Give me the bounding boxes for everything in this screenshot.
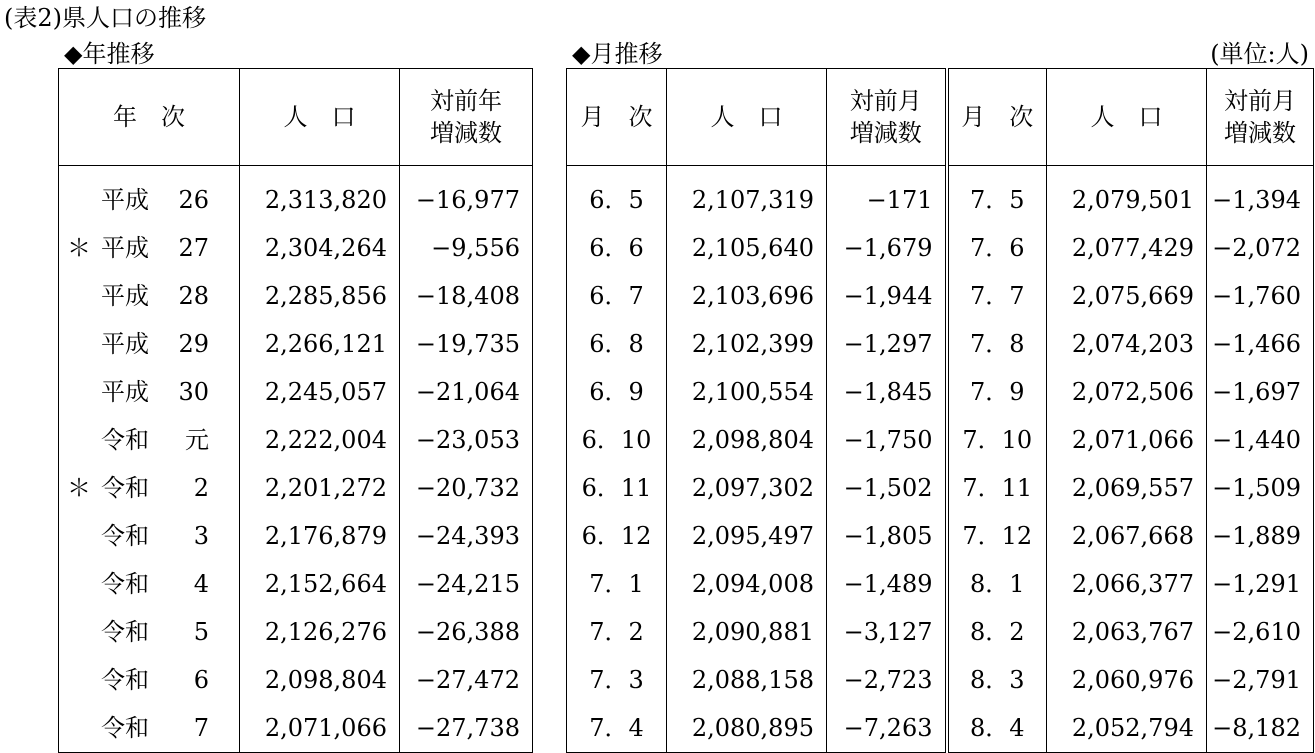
change-cell: −1,845 — [827, 368, 947, 416]
population-cell: 2,313,820 — [240, 166, 400, 225]
change-cell: −24,215 — [400, 560, 533, 608]
col-header-population: 人 口 — [240, 69, 400, 166]
table-row — [59, 656, 533, 704]
monthly-section-heading: ◆月推移 — [572, 40, 663, 68]
month-cell: 6．7 — [567, 272, 667, 320]
change-cell-2: −2,791 — [1207, 656, 1314, 704]
change-cell-2: −2,610 — [1207, 608, 1314, 656]
era-label: 平成 — [101, 282, 149, 310]
col-header-change-2: 対前月 増減数 — [1207, 69, 1314, 166]
year-cell — [59, 368, 240, 416]
change-cell-2: −1,889 — [1207, 512, 1314, 560]
revision-mark: ＊ — [67, 234, 91, 262]
col-header-month-2: 月 次 — [947, 69, 1047, 166]
col-header-year: 年 次 — [59, 69, 240, 166]
annual-population-table — [58, 68, 533, 753]
table-row — [567, 320, 1314, 368]
change-cell: −27,738 — [400, 704, 533, 753]
table-row — [567, 272, 1314, 320]
month-cell: 7．3 — [567, 656, 667, 704]
change-cell-2: −8,182 — [1207, 704, 1314, 753]
change-cell: −20,732 — [400, 464, 533, 512]
col-header-change: 対前年 増減数 — [400, 69, 533, 166]
population-cell: 2,080,895 — [667, 704, 827, 753]
change-cell-2: −1,466 — [1207, 320, 1314, 368]
table-row — [567, 166, 1314, 225]
month-cell-2: 8．3 — [947, 656, 1047, 704]
change-cell: −27,472 — [400, 656, 533, 704]
change-cell: −16,977 — [400, 166, 533, 225]
year-cell — [59, 512, 240, 560]
population-cell: 2,245,057 — [240, 368, 400, 416]
month-cell-2: 8．1 — [947, 560, 1047, 608]
month-cell-2: 8．4 — [947, 704, 1047, 753]
population-cell: 2,107,319 — [667, 166, 827, 225]
population-cell: 2,095,497 — [667, 512, 827, 560]
monthly-population-table — [566, 68, 1314, 753]
col-header-month: 月 次 — [567, 69, 667, 166]
month-cell: 6．11 — [567, 464, 667, 512]
year-number: 5 — [193, 618, 209, 646]
year-number: 30 — [178, 378, 209, 406]
month-cell-2: 7．7 — [947, 272, 1047, 320]
population-cell: 2,103,696 — [667, 272, 827, 320]
era-label: 令和 — [101, 570, 149, 598]
change-cell: −1,805 — [827, 512, 947, 560]
year-cell — [59, 166, 240, 225]
era-label: 令和 — [101, 522, 149, 550]
table-row — [59, 560, 533, 608]
year-number: 28 — [178, 282, 209, 310]
population-cell: 2,098,804 — [240, 656, 400, 704]
month-cell-2: 7．12 — [947, 512, 1047, 560]
table-row — [59, 368, 533, 416]
month-cell-2: 7．8 — [947, 320, 1047, 368]
year-cell — [59, 656, 240, 704]
col-header-population: 人 口 — [667, 69, 827, 166]
population-cell-2: 2,066,377 — [1047, 560, 1207, 608]
era-label: 平成 — [101, 186, 149, 214]
table-row — [59, 166, 533, 225]
change-cell: −1,502 — [827, 464, 947, 512]
population-cell: 2,201,272 — [240, 464, 400, 512]
table-row — [567, 224, 1314, 272]
year-cell — [59, 608, 240, 656]
change-cell: −1,944 — [827, 272, 947, 320]
era-label: 令和 — [101, 666, 149, 694]
month-cell: 6．12 — [567, 512, 667, 560]
table-row — [59, 272, 533, 320]
month-cell: 7．4 — [567, 704, 667, 753]
table-row — [567, 656, 1314, 704]
table-row — [59, 416, 533, 464]
population-cell: 2,090,881 — [667, 608, 827, 656]
population-cell: 2,152,664 — [240, 560, 400, 608]
year-cell — [59, 704, 240, 753]
table-row — [59, 512, 533, 560]
change-cell-2: −1,291 — [1207, 560, 1314, 608]
annual-section-heading: ◆年推移 — [64, 40, 155, 68]
month-cell-2: 7．5 — [947, 166, 1047, 225]
population-cell: 2,266,121 — [240, 320, 400, 368]
population-cell-2: 2,079,501 — [1047, 166, 1207, 225]
era-label: 令和 — [101, 714, 149, 742]
population-cell-2: 2,075,669 — [1047, 272, 1207, 320]
table-row — [567, 464, 1314, 512]
population-cell-2: 2,063,767 — [1047, 608, 1207, 656]
population-cell: 2,102,399 — [667, 320, 827, 368]
era-label: 平成 — [101, 378, 149, 406]
year-cell — [59, 560, 240, 608]
population-cell: 2,094,008 — [667, 560, 827, 608]
year-number: 6 — [193, 666, 209, 694]
change-cell: −26,388 — [400, 608, 533, 656]
month-cell: 6．10 — [567, 416, 667, 464]
change-cell: −1,297 — [827, 320, 947, 368]
change-cell: −19,735 — [400, 320, 533, 368]
table-row — [567, 560, 1314, 608]
change-cell: −23,053 — [400, 416, 533, 464]
month-cell-2: 7．9 — [947, 368, 1047, 416]
month-cell: 6．5 — [567, 166, 667, 225]
year-number: 26 — [178, 186, 209, 214]
table-row — [567, 368, 1314, 416]
change-cell: −7,263 — [827, 704, 947, 753]
month-cell-2: 7．6 — [947, 224, 1047, 272]
change-cell: −1,679 — [827, 224, 947, 272]
change-cell-2: −1,509 — [1207, 464, 1314, 512]
population-cell: 2,097,302 — [667, 464, 827, 512]
population-cell: 2,105,640 — [667, 224, 827, 272]
change-cell-2: −1,440 — [1207, 416, 1314, 464]
table-row — [567, 512, 1314, 560]
population-cell: 2,285,856 — [240, 272, 400, 320]
population-cell: 2,126,276 — [240, 608, 400, 656]
col-header-population-2: 人 口 — [1047, 69, 1207, 166]
table-row — [59, 704, 533, 753]
month-cell-2: 7．11 — [947, 464, 1047, 512]
population-cell-2: 2,071,066 — [1047, 416, 1207, 464]
table-row — [59, 224, 533, 272]
year-number: 29 — [178, 330, 209, 358]
change-cell-2: −1,760 — [1207, 272, 1314, 320]
change-cell-2: −1,697 — [1207, 368, 1314, 416]
population-cell: 2,304,264 — [240, 224, 400, 272]
month-cell: 7．2 — [567, 608, 667, 656]
year-cell — [59, 224, 240, 272]
population-cell: 2,071,066 — [240, 704, 400, 753]
population-cell: 2,100,554 — [667, 368, 827, 416]
population-cell-2: 2,052,794 — [1047, 704, 1207, 753]
year-number: 3 — [193, 522, 209, 550]
unit-label: (単位:人) — [1210, 40, 1309, 68]
revision-mark: ＊ — [67, 474, 91, 502]
month-cell: 6．6 — [567, 224, 667, 272]
change-cell: −1,489 — [827, 560, 947, 608]
year-number: 4 — [193, 570, 209, 598]
population-cell-2: 2,077,429 — [1047, 224, 1207, 272]
population-cell: 2,098,804 — [667, 416, 827, 464]
table-row — [567, 416, 1314, 464]
change-cell: −3,127 — [827, 608, 947, 656]
month-cell-2: 7．10 — [947, 416, 1047, 464]
table-row — [567, 704, 1314, 753]
era-label: 令和 — [101, 618, 149, 646]
population-cell-2: 2,072,506 — [1047, 368, 1207, 416]
era-label: 平成 — [101, 234, 149, 262]
year-cell — [59, 416, 240, 464]
population-cell-2: 2,060,976 — [1047, 656, 1207, 704]
change-cell: −24,393 — [400, 512, 533, 560]
change-cell: −21,064 — [400, 368, 533, 416]
era-label: 令和 — [101, 474, 149, 502]
year-number: 元 — [185, 426, 209, 454]
era-label: 令和 — [101, 426, 149, 454]
month-cell: 6．8 — [567, 320, 667, 368]
month-cell-2: 8．2 — [947, 608, 1047, 656]
table-row — [59, 608, 533, 656]
era-label: 平成 — [101, 330, 149, 358]
year-number: 7 — [193, 714, 209, 742]
change-cell-2: −1,394 — [1207, 166, 1314, 225]
change-cell: −1,750 — [827, 416, 947, 464]
population-cell: 2,222,004 — [240, 416, 400, 464]
change-cell: −18,408 — [400, 272, 533, 320]
page-title: (表2)県人口の推移 — [4, 4, 206, 32]
population-cell-2: 2,069,557 — [1047, 464, 1207, 512]
month-cell: 7．1 — [567, 560, 667, 608]
year-cell — [59, 272, 240, 320]
table-row — [59, 320, 533, 368]
change-cell: −171 — [827, 166, 947, 225]
month-cell: 6．9 — [567, 368, 667, 416]
year-number: 2 — [193, 474, 209, 502]
change-cell: −2,723 — [827, 656, 947, 704]
col-header-change: 対前月 増減数 — [827, 69, 947, 166]
table-row — [59, 464, 533, 512]
population-cell-2: 2,074,203 — [1047, 320, 1207, 368]
population-cell: 2,176,879 — [240, 512, 400, 560]
change-cell-2: −2,072 — [1207, 224, 1314, 272]
population-cell-2: 2,067,668 — [1047, 512, 1207, 560]
table-row — [567, 608, 1314, 656]
population-cell: 2,088,158 — [667, 656, 827, 704]
change-cell: −9,556 — [400, 224, 533, 272]
year-number: 27 — [178, 234, 209, 262]
year-cell — [59, 320, 240, 368]
year-cell — [59, 464, 240, 512]
